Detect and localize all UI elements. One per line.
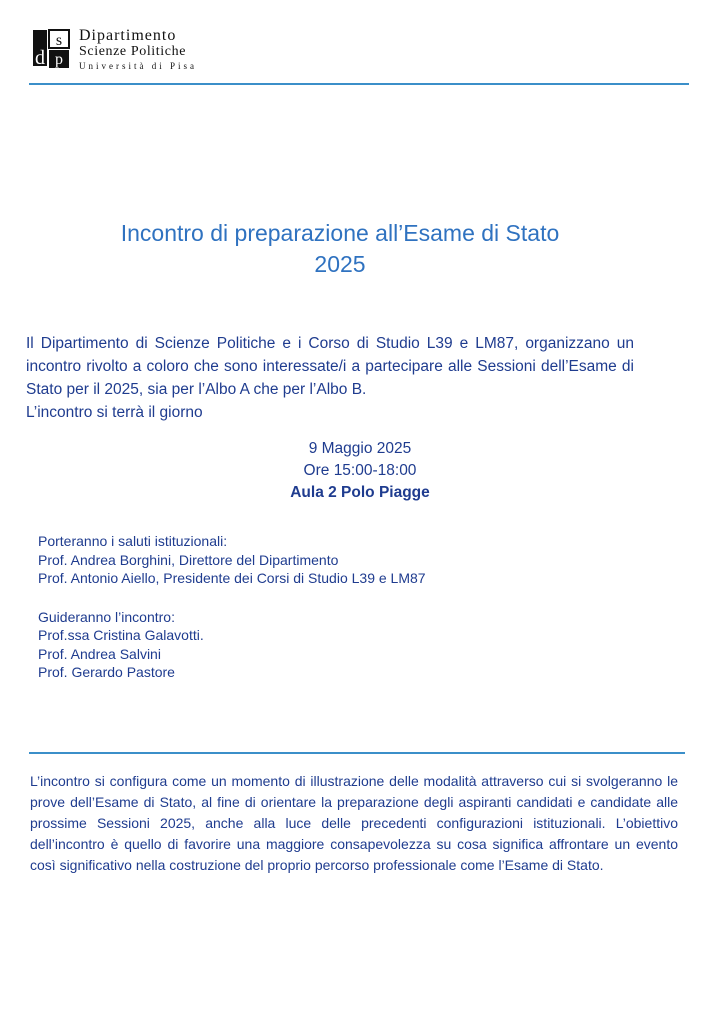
dept-line2: Scienze Politiche [79,44,187,59]
page-title [60,218,620,280]
greetings-heading: Porteranno i saluti istituzionali: [38,533,228,549]
spacer [38,588,638,608]
guides-person: Prof. Gerardo Pastore [38,664,175,680]
svg-text:s: s [55,32,63,49]
event-time: Ore 15:00-18:00 [303,462,417,479]
intro-text: Il Dipartimento di Scienze Politiche e i Corso di Studio L39 e LM87, organizzano un incontro rivolto a coloro che sono interessate/i a partecipare alle Sessioni dell’Esame di Stato per il 2025, sia per l’Albo A che per l’Albo B. [26,335,634,398]
svg-text:p: p [55,51,63,68]
dept-line3: Università di Pisa [79,61,197,71]
event-details [150,438,570,504]
dept-line1: Dipartimento [79,27,177,44]
closing-paragraph [30,771,678,876]
page-header [29,28,689,72]
department-name [79,28,197,72]
middle-divider [29,752,685,754]
speakers-section [38,532,638,682]
event-date: 9 Maggio 2025 [308,440,412,457]
event-place: Aula 2 Polo Piagge [290,484,430,501]
guides-person: Prof.ssa Cristina Galavotti. [38,627,204,643]
closing-text: L’incontro si configura come un momento di illustrazione delle modalità attraverso cui si svolgeranno le prove dell’Esame di Stato, al fine di orientare la preparazione degli aspiranti candidati e candidate alle prossime Sessioni 2025, anche alla luce delle precedenti configurazioni istituzionali. L’obiettivo dell’incontro è quello di favorire una maggiore consapevolezza su cosa significa affrontare un evento così significativo nella costruzione del proprio percorso professionale come l’Esame di Stato. [30,773,678,873]
intro-paragraph [26,332,634,424]
svg-text:d: d [35,47,45,69]
guides-person: Prof. Andrea Salvini [38,645,161,662]
greetings-person: Prof. Andrea Borghini, Direttore del Dipartimento [38,551,339,568]
title-line2: 2025 [314,251,366,277]
greetings-person: Prof. Antonio Aiello, Presidente dei Corsi di Studio L39 e LM87 [38,570,426,586]
guides-heading: Guideranno l’incontro: [38,608,175,625]
title-line1: Incontro di preparazione all’Esame di Stato [120,220,560,246]
dsp-logo [29,28,73,70]
intro-last-line: L’incontro si terrà il giorno [26,404,203,421]
top-divider [29,83,689,85]
